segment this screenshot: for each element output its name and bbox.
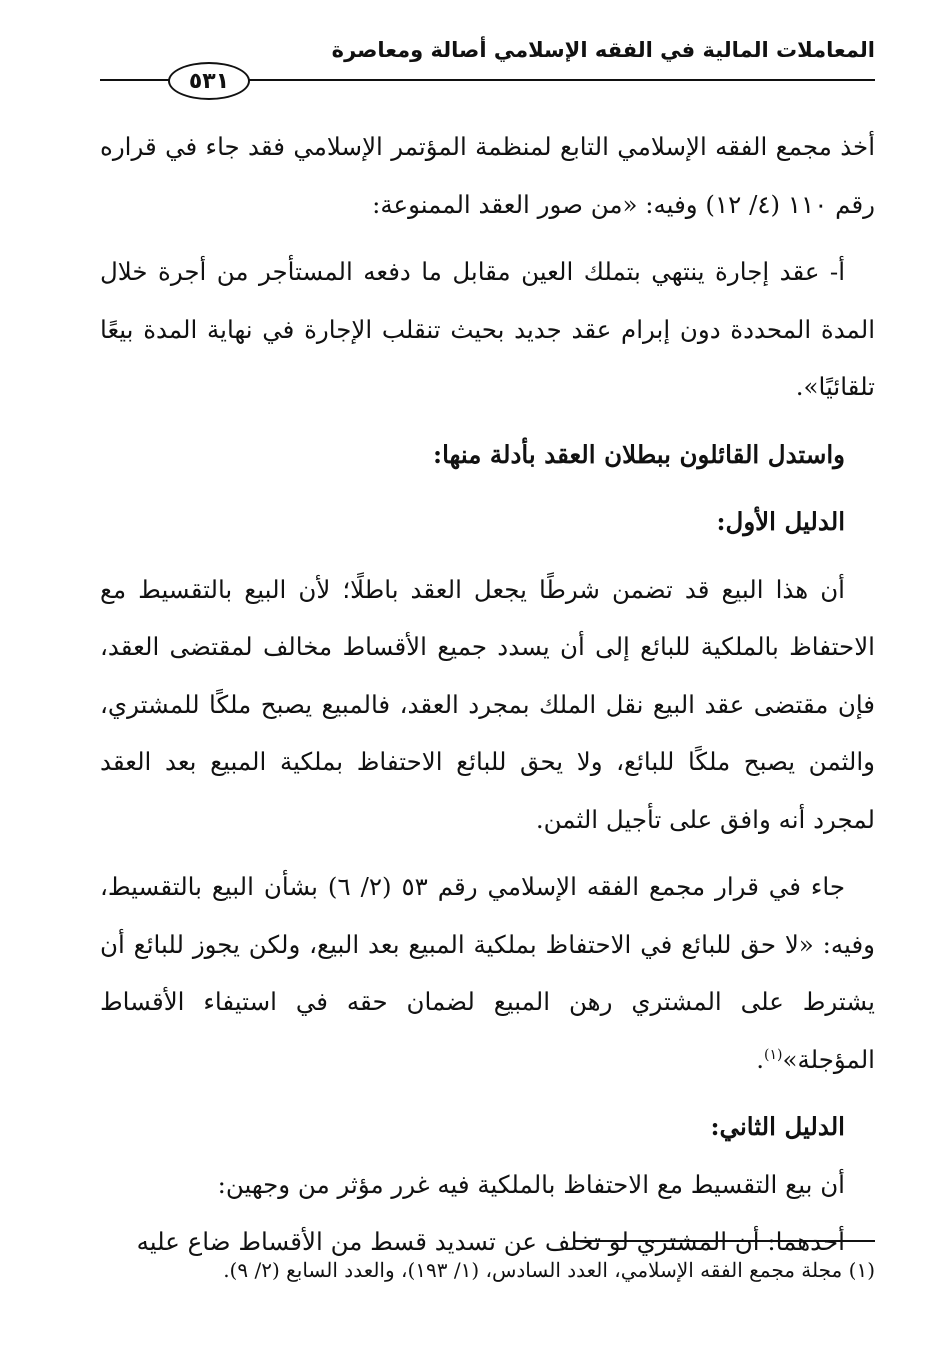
paragraph-academy-decision: جاء في قرار مجمع الفقه الإسلامي رقم ٥٣ (٢/ ٦) بشأن البيع بالتقسيط، وفيه: «لا حق للبائع في الاحتفاظ بملكية المبيع بعد البيع، ولكن يجوز للبائع أن يشترط على المشتري رهن المبيع لضمان حقه في استيفاء الأقساط المؤجلة»$^{(١)}$.	[100, 872, 875, 1074]
running-header-title: المعاملات المالية في الفقه الإسلامي أصالة ومعاصرة	[331, 38, 875, 62]
page-number-badge: ٥٣١	[168, 62, 250, 100]
heading-second-evidence: الدليل الثاني:	[710, 1112, 845, 1141]
paragraph-first-aspect: أحدهما: أن المشتري لو تخلف عن تسديد قسط من الأقساط ضاع عليه	[136, 1227, 845, 1256]
footnote-rule	[575, 1240, 875, 1242]
paragraph-first-evidence: أن هذا البيع قد تضمن شرطًا يجعل العقد باطلًا؛ لأن البيع بالتقسيط مع الاحتفاظ بالملكية للبائع إلى أن يسدد جميع الأقساط مخالف لمقتضى العقد، فإن مقتضى عقد البيع نقل الملك بمجرد العقد، فالمبيع يصبح ملكًا للمشتري، والثمن يصبح ملكًا للبائع، ولا يحق للبائع الاحتفاظ بملكية المبيع بعد العقد لمجرد أنه وافق على تأجيل الثمن.	[100, 574, 875, 834]
paragraph-item-a: أ- عقد إجارة ينتهي بتملك العين مقابل ما دفعه المستأجر من أجرة خلال المدة المحددة دون إبرام عقد جديد بحيث تنقلب الإجارة في نهاية المدة بيعًا تلقائيًا».	[100, 257, 875, 401]
footnote-marker[interactable]: (١)	[764, 1046, 783, 1063]
paragraph-evidence-intro: واستدل القائلون ببطلان العقد بأدلة منها:	[433, 439, 845, 469]
paragraph-decision-intro: أخذ مجمع الفقه الإسلامي التابع لمنظمة المؤتمر الإسلامي فقد جاء في قراره رقم ١١٠ (٤/ ١٢) وفيه: «من صور العقد الممنوعة:	[100, 132, 875, 219]
heading-first-evidence: الدليل الأول:	[716, 507, 845, 536]
academy-decision-text: جاء في قرار مجمع الفقه الإسلامي رقم ٥٣ (٢/ ٦) بشأن البيع بالتقسيط، وفيه: «لا حق للبائع في الاحتفاظ بملكية المبيع بعد البيع، ولكن يجوز للبائع أن يشترط على المشتري رهن المبيع لضمان حقه في استيفاء الأقساط المؤجلة»	[100, 872, 875, 1074]
page-body	[100, 118, 875, 1271]
paragraph-second-evidence: أن بيع التقسيط مع الاحتفاظ بالملكية فيه غرر مؤثر من وجهين:	[217, 1169, 845, 1199]
footnote: (١) مجلة مجمع الفقه الإسلامي، العدد السادس، (١/ ١٩٣)، والعدد السابع (٢/ ٩).	[223, 1258, 875, 1282]
